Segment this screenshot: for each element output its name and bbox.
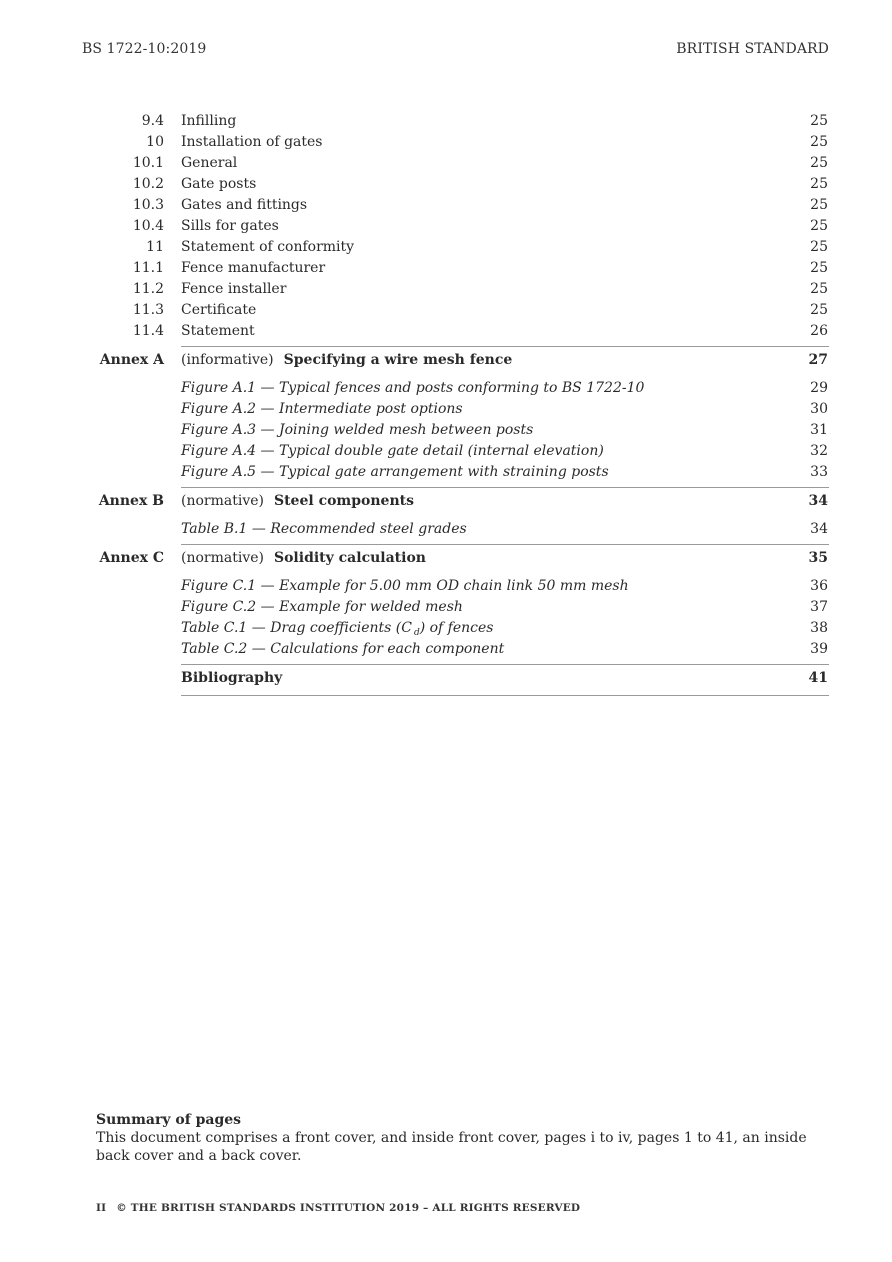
divider: [181, 664, 829, 665]
annex-title: Specifying a wire mesh fence: [283, 352, 513, 368]
page-number: 25: [810, 134, 828, 150]
toc-entry[interactable]: [0, 279, 892, 300]
page-number: 25: [810, 239, 828, 255]
bibliography-title: [181, 670, 282, 686]
page-footer: [96, 1202, 580, 1214]
page-number: 39: [810, 641, 828, 657]
divider: [181, 695, 829, 696]
page-number: 31: [810, 422, 828, 438]
toc-end: [0, 696, 892, 698]
page-number: 29: [810, 380, 828, 396]
page-number: 36: [810, 578, 828, 594]
summary-text: This document comprises a front cover, and inside front cover, pages i to iv, pages 1 to 41, an inside back cover and a back cover.: [96, 1130, 807, 1164]
toc-figure-entry[interactable]: [0, 420, 892, 441]
toc-figure-entry[interactable]: [0, 441, 892, 462]
clause-title: Fence installer: [181, 281, 287, 297]
toc-figure-entry[interactable]: [0, 597, 892, 618]
running-header-title: BRITISH STANDARD: [676, 41, 829, 57]
subscript: d: [413, 628, 420, 638]
annex-title: Steel components: [273, 493, 414, 509]
page-number: 41: [808, 670, 828, 686]
annex-kind: (informative): [181, 352, 274, 368]
summary-of-pages: [96, 1111, 836, 1165]
divider: [181, 346, 829, 347]
clause-title: Fence manufacturer: [181, 260, 326, 276]
figure-title: Figure C.1 — Example for 5.00 mm OD chain link 50 mm mesh: [181, 578, 629, 594]
page-number: 35: [808, 550, 828, 566]
toc-figure-entry[interactable]: [0, 576, 892, 597]
page-number: 34: [808, 493, 828, 509]
page-number: 25: [810, 218, 828, 234]
page-number: 25: [810, 197, 828, 213]
toc-table-entry[interactable]: [0, 639, 892, 660]
clause-number: 10: [146, 134, 164, 150]
page-number: 33: [810, 464, 828, 480]
toc-entry[interactable]: [0, 153, 892, 174]
toc-figure-entry[interactable]: [0, 462, 892, 483]
clause-number: 11.2: [132, 281, 164, 297]
page-number: 32: [810, 443, 828, 459]
page-number: 37: [810, 599, 828, 615]
clause-title: Statement: [181, 323, 255, 339]
running-header-standard-number: BS 1722-10:2019: [82, 41, 207, 57]
toc-entry[interactable]: [0, 174, 892, 195]
toc-figure-entry[interactable]: [0, 399, 892, 420]
copyright-notice: © THE BRITISH STANDARDS INSTITUTION 2019 – ALL RIGHTS RESERVED: [116, 1202, 581, 1214]
page-number: 25: [810, 260, 828, 276]
clause-number: 11.3: [132, 302, 164, 318]
figure-title: Figure C.2 — Example for welded mesh: [181, 599, 463, 615]
clause-number: 10.2: [132, 176, 164, 192]
annex-label: Annex C: [99, 550, 164, 566]
clause-number: 10.4: [132, 218, 164, 234]
annex-title-line: [181, 550, 426, 566]
toc-entry[interactable]: [0, 321, 892, 342]
figure-title: Figure A.1 — Typical fences and posts conforming to BS 1722-10: [181, 380, 645, 396]
clause-title: Gates and fittings: [181, 197, 308, 213]
divider: [181, 487, 829, 488]
figure-title: Figure A.5 — Typical gate arrangement with straining posts: [181, 464, 609, 480]
annex-title: Solidity calculation: [273, 550, 426, 566]
clause-number: 9.4: [141, 113, 164, 129]
clause-title: General: [181, 155, 238, 171]
page-number: 34: [810, 521, 828, 537]
annex-label: Annex B: [98, 493, 164, 509]
toc-entry[interactable]: [0, 258, 892, 279]
table-title-text: Table C.1 — Drag coefficients (C: [181, 620, 412, 636]
page-number: 38: [810, 620, 828, 636]
annex-kind: (normative): [181, 493, 264, 509]
page-number: 26: [810, 323, 828, 339]
toc-entry[interactable]: [0, 132, 892, 153]
toc-entry[interactable]: [0, 195, 892, 216]
toc-annex-a[interactable]: [0, 348, 892, 378]
annex-title-line: [181, 493, 414, 509]
toc-entry[interactable]: [0, 300, 892, 321]
clause-number: 11.4: [132, 323, 164, 339]
table-title-text: ) of fences: [419, 620, 494, 636]
page-number: 30: [810, 401, 828, 417]
figure-title: Figure A.2 — Intermediate post options: [181, 401, 463, 417]
clause-number: 11.1: [132, 260, 164, 276]
footer-page-number: II: [96, 1202, 107, 1214]
toc-entry[interactable]: [0, 111, 892, 132]
clause-title: Gate posts: [181, 176, 257, 192]
annex-label: Annex A: [99, 352, 164, 368]
toc-table-entry[interactable]: [0, 618, 892, 639]
figure-title: Figure A.4 — Typical double gate detail (internal elevation): [181, 443, 604, 459]
clause-title: Infilling: [181, 113, 237, 129]
table-title: [181, 620, 493, 638]
page-number: 25: [810, 113, 828, 129]
figure-title: Figure A.3 — Joining welded mesh between posts: [181, 422, 534, 438]
toc-table-entry[interactable]: [0, 519, 892, 540]
page-number: 25: [810, 155, 828, 171]
clause-number: 11: [146, 239, 164, 255]
table-title: Table C.2 — Calculations for each component: [181, 641, 505, 657]
clause-title: Installation of gates: [181, 134, 323, 150]
annex-title-line: [181, 352, 512, 368]
clause-number: 10.3: [132, 197, 164, 213]
annex-kind: (normative): [181, 550, 264, 566]
clause-number: 10.1: [132, 155, 164, 171]
page-number: 25: [810, 302, 828, 318]
clause-title: Statement of conformity: [181, 239, 355, 255]
page-number: 25: [810, 176, 828, 192]
clause-title: Certificate: [181, 302, 257, 318]
toc-figure-entry[interactable]: [0, 378, 892, 399]
toc-annex-c[interactable]: [0, 546, 892, 576]
toc-annex-b[interactable]: [0, 489, 892, 519]
bibliography-label: Bibliography: [181, 670, 283, 686]
table-of-contents: [0, 111, 892, 698]
divider: [181, 544, 829, 545]
table-title: Table B.1 — Recommended steel grades: [181, 521, 467, 537]
toc-entry[interactable]: [0, 237, 892, 258]
toc-entry[interactable]: [0, 216, 892, 237]
page-number: 25: [810, 281, 828, 297]
toc-bibliography[interactable]: [0, 666, 892, 696]
page-number: 27: [808, 352, 828, 368]
summary-title: Summary of pages: [96, 1112, 242, 1128]
clause-title: Sills for gates: [181, 218, 279, 234]
